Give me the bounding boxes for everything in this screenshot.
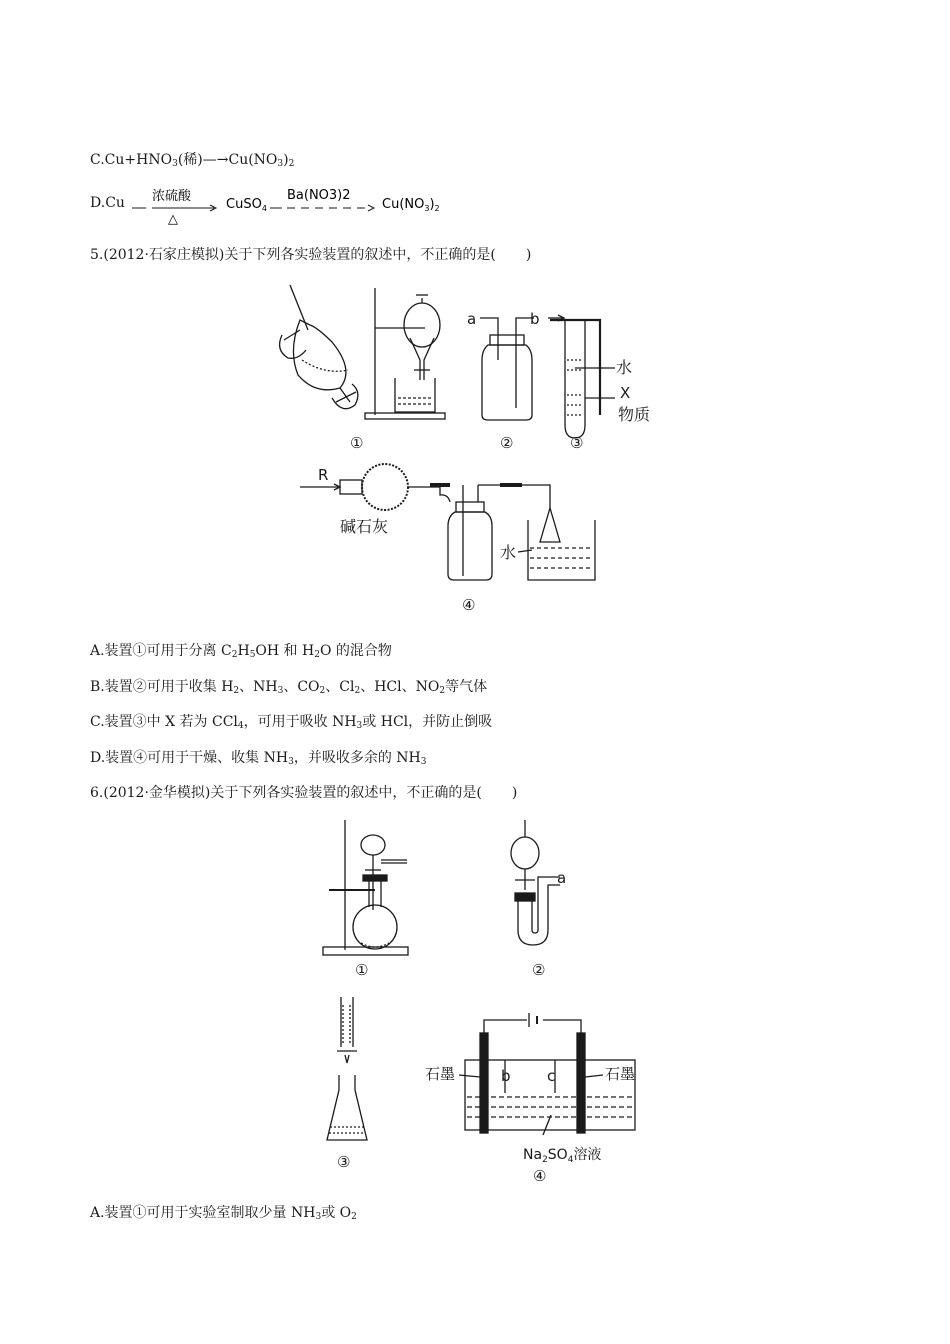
- condition-barium-nitrate: Ba(NO3)2: [287, 188, 351, 203]
- q5-label-water-beaker: 水: [500, 543, 517, 562]
- q4-option-c: $C.Cu+HNO_3$(稀)$—\to Cu(NO_3)_2$: [90, 152, 295, 169]
- q5-label-3: ③: [570, 434, 584, 452]
- q6-label-2: ②: [532, 961, 546, 979]
- q5-label-b: b: [530, 310, 540, 328]
- q6-apparatus-figure: [315, 815, 655, 1190]
- q5-apparatus-figure: [270, 280, 690, 620]
- q4-option-d: D.Cu: [90, 195, 125, 211]
- q5-apparatus-test-tube: [548, 315, 615, 438]
- q5-label-4: ④: [462, 596, 476, 614]
- q6-stem: 6.(2012·金华模拟)关于下列各实验装置的叙述中，不正确的是( ): [90, 785, 518, 801]
- q5-label-r: R: [318, 466, 329, 484]
- q5-label-a: a: [467, 310, 477, 328]
- q5-label-x: X: [620, 384, 631, 402]
- q6-label-solution: $Na_2SO_4$溶液: [523, 1147, 602, 1165]
- q6-apparatus-2: [511, 820, 560, 945]
- q6-label-c: c: [547, 1067, 556, 1085]
- q6-label-4: ④: [533, 1167, 547, 1185]
- q6-apparatus-1: [323, 820, 408, 955]
- q6-option-a: A.装置①可用于实验室制取少量 $NH_3$或 $O_2$: [90, 1205, 357, 1222]
- q6-apparatus-3: [327, 997, 367, 1140]
- product-cu-nitrate: $Cu(NO_3)_2$: [382, 197, 440, 213]
- q5-label-2: ②: [500, 434, 514, 452]
- q6-label-3: ③: [337, 1153, 351, 1171]
- q5-label-substance: 物质: [618, 405, 651, 424]
- q5-option-a: A.装置①可用于分离 $C_2H_5OH$ 和 $H_2O$ 的混合物: [90, 643, 392, 660]
- q6-label-b: b: [501, 1067, 511, 1085]
- q6-label-a: a: [557, 869, 567, 887]
- q5-label-water: 水: [616, 358, 633, 377]
- q5-option-d: D.装置④可用于干燥、收集 $NH_3$，并吸收多余的 $NH_3$: [90, 750, 427, 767]
- condition-conc-sulfuric-acid: 浓硫酸: [152, 189, 192, 204]
- q5-label-1: ①: [350, 434, 364, 452]
- q5-apparatus-2-stand: [365, 288, 445, 419]
- product-cuso4: CuSO$_4$: [226, 197, 267, 213]
- q5-apparatus-gas-bottle: [480, 318, 534, 420]
- q5-option-c: C.装置③中 X 若为 CCl$_4$，可用于吸收 $NH_3$或 HCl，并防止倒吸: [90, 714, 493, 731]
- q5-option-b: B.装置②可用于收集 $H_2$、$NH_3$、$CO_2$、$Cl_2$、HCl、$NO_2$等气体: [90, 679, 488, 696]
- q6-label-1: ①: [355, 961, 369, 979]
- condition-heat: △: [168, 212, 178, 227]
- q5-stem: 5.(2012·石家庄模拟)关于下列各实验装置的叙述中，不正确的是( ): [90, 247, 532, 263]
- q5-label-soda-lime: 碱石灰: [340, 517, 389, 536]
- q5-apparatus-1: [280, 285, 358, 409]
- q6-label-graphite-left: 石墨: [425, 1065, 456, 1083]
- q4-option-d-equation: [130, 186, 460, 230]
- q6-label-graphite-right: 石墨: [605, 1065, 636, 1083]
